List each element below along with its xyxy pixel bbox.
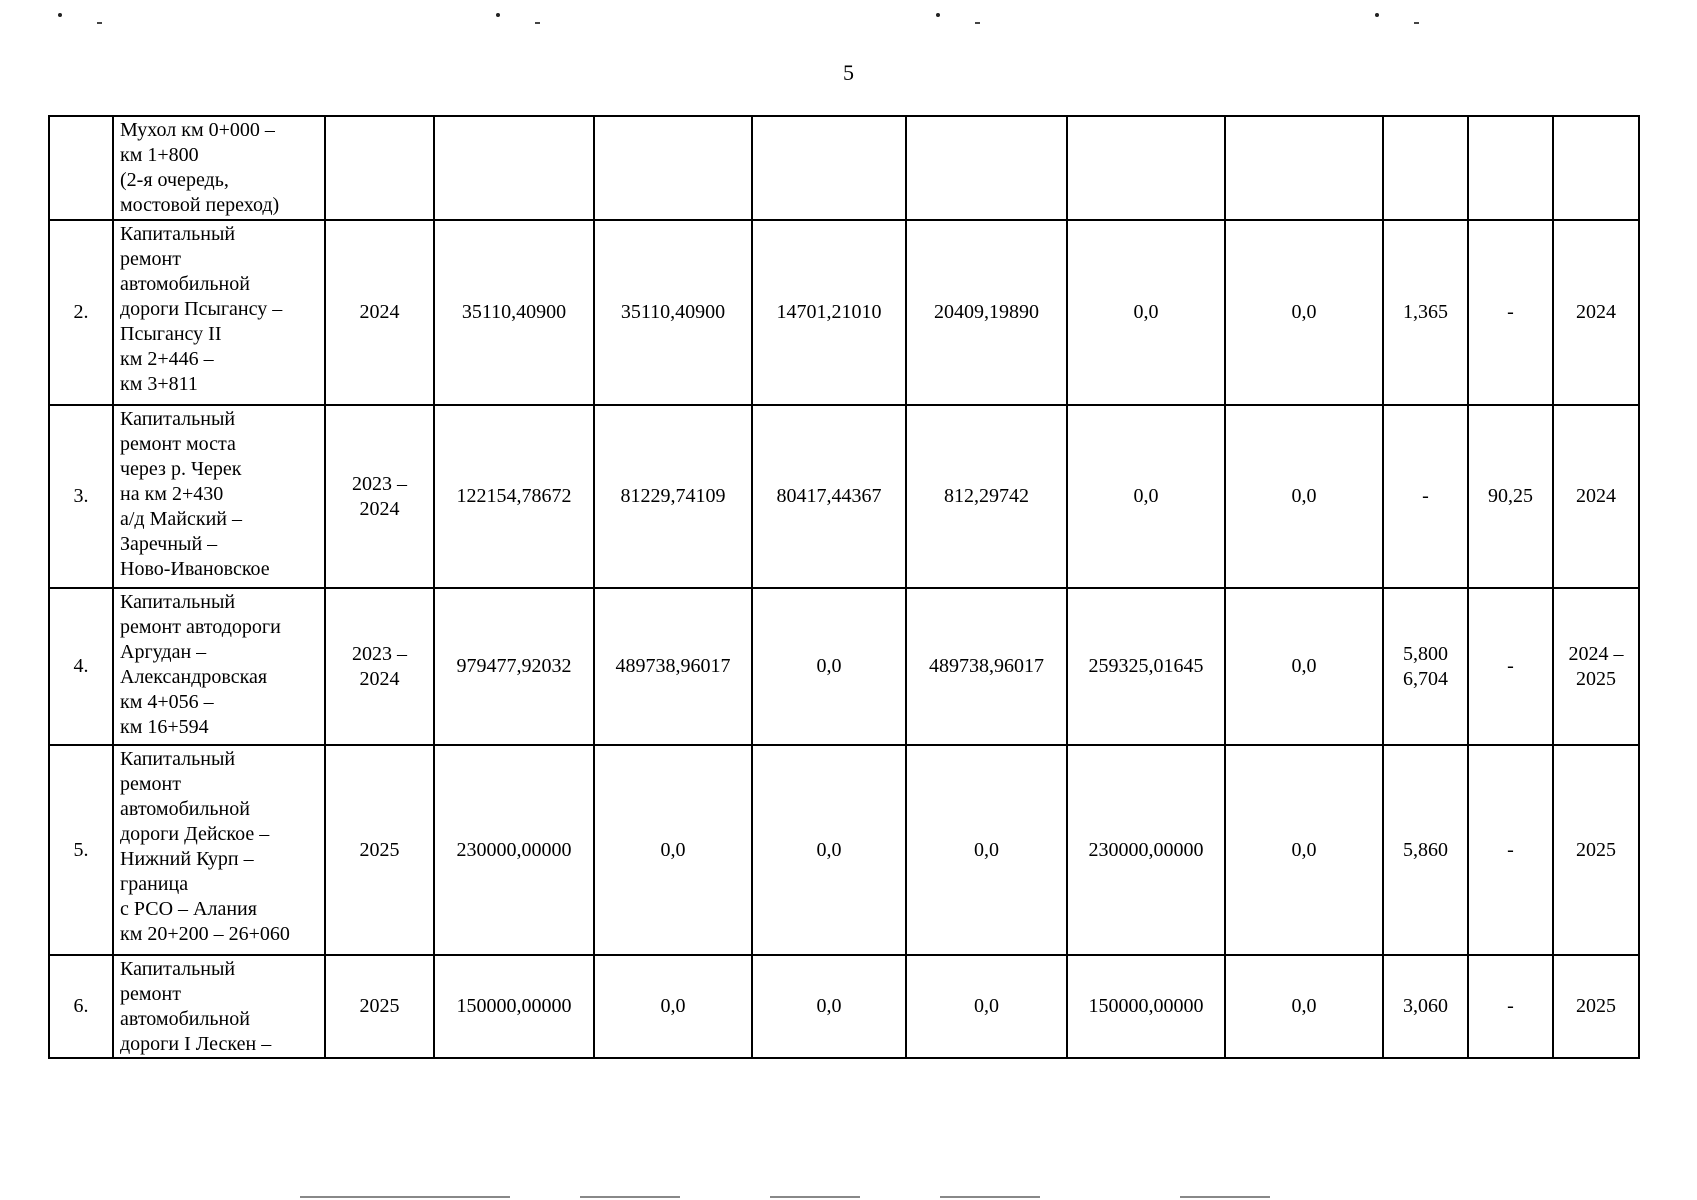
- value-cell: 3,060: [1383, 955, 1468, 1058]
- value-cell: 0,0: [752, 955, 906, 1058]
- value-cell: -: [1383, 405, 1468, 588]
- scan-mark: [936, 13, 940, 17]
- object-name-cell: Капитальный ремонт автомобильной дороги Псыгансу – Псыгансу II км 2+446 – км 3+811: [113, 220, 325, 405]
- scan-mark: [1375, 13, 1379, 17]
- scan-mark: [940, 1196, 1040, 1198]
- value-cell: -: [1468, 588, 1553, 745]
- scan-mark: [496, 13, 500, 17]
- table-body: [49, 116, 1639, 1058]
- row-number-cell: 6.: [49, 955, 113, 1058]
- value-cell: [906, 116, 1067, 220]
- value-cell: 1,365: [1383, 220, 1468, 405]
- value-cell: [1225, 116, 1383, 220]
- value-cell: 5,800 6,704: [1383, 588, 1468, 745]
- value-cell: [1067, 116, 1225, 220]
- value-cell: 0,0: [906, 745, 1067, 955]
- object-name-cell: Капитальный ремонт моста через р. Черек на км 2+430 а/д Майский – Заречный – Ново-Ивановское: [113, 405, 325, 588]
- value-cell: 0,0: [1067, 220, 1225, 405]
- value-cell: 2024: [1553, 220, 1639, 405]
- value-cell: 0,0: [594, 745, 752, 955]
- value-cell: 259325,01645: [1067, 588, 1225, 745]
- table-row: [49, 116, 1639, 220]
- value-cell: 2025: [1553, 745, 1639, 955]
- value-cell: 122154,78672: [434, 405, 594, 588]
- value-cell: 2025: [325, 745, 434, 955]
- value-cell: 35110,40900: [594, 220, 752, 405]
- value-cell: 2024: [325, 220, 434, 405]
- value-cell: 0,0: [1225, 220, 1383, 405]
- value-cell: [1553, 116, 1639, 220]
- value-cell: -: [1468, 745, 1553, 955]
- value-cell: 150000,00000: [1067, 955, 1225, 1058]
- object-name-cell: Капитальный ремонт автомобильной дороги Дейское – Нижний Курп – граница с РСО – Алания км 20+200 – 26+060: [113, 745, 325, 955]
- value-cell: 90,25: [1468, 405, 1553, 588]
- value-cell: 80417,44367: [752, 405, 906, 588]
- object-name-cell: Мухол км 0+000 – км 1+800 (2-я очередь, мостовой переход): [113, 116, 325, 220]
- value-cell: 81229,74109: [594, 405, 752, 588]
- value-cell: -: [1468, 220, 1553, 405]
- value-cell: 2025: [1553, 955, 1639, 1058]
- scan-mark: [535, 22, 540, 24]
- value-cell: 0,0: [594, 955, 752, 1058]
- table-row: [49, 220, 1639, 405]
- budget-table: [48, 115, 1640, 1059]
- value-cell: 5,860: [1383, 745, 1468, 955]
- value-cell: 2023 – 2024: [325, 405, 434, 588]
- scan-mark: [300, 1196, 510, 1198]
- value-cell: 0,0: [1225, 745, 1383, 955]
- value-cell: 20409,19890: [906, 220, 1067, 405]
- value-cell: -: [1468, 955, 1553, 1058]
- value-cell: 0,0: [906, 955, 1067, 1058]
- value-cell: 0,0: [1225, 955, 1383, 1058]
- value-cell: [325, 116, 434, 220]
- row-number-cell: [49, 116, 113, 220]
- scan-mark: [580, 1196, 680, 1198]
- value-cell: 0,0: [1067, 405, 1225, 588]
- row-number-cell: 4.: [49, 588, 113, 745]
- value-cell: 812,29742: [906, 405, 1067, 588]
- scan-mark: [58, 13, 62, 17]
- value-cell: 35110,40900: [434, 220, 594, 405]
- table-row: [49, 955, 1639, 1058]
- table-row: [49, 588, 1639, 745]
- value-cell: 979477,92032: [434, 588, 594, 745]
- value-cell: 230000,00000: [1067, 745, 1225, 955]
- value-cell: 2023 – 2024: [325, 588, 434, 745]
- scan-mark: [97, 22, 102, 24]
- object-name-cell: Капитальный ремонт автодороги Аргудан – Александровская км 4+056 – км 16+594: [113, 588, 325, 745]
- row-number-cell: 2.: [49, 220, 113, 405]
- row-number-cell: 3.: [49, 405, 113, 588]
- value-cell: 2024: [1553, 405, 1639, 588]
- table-row: [49, 405, 1639, 588]
- scan-mark: [1180, 1196, 1270, 1198]
- value-cell: 150000,00000: [434, 955, 594, 1058]
- object-name-cell: Капитальный ремонт автомобильной дороги I Лескен –: [113, 955, 325, 1058]
- value-cell: 0,0: [1225, 588, 1383, 745]
- value-cell: [434, 116, 594, 220]
- scan-mark: [975, 22, 980, 24]
- table-row: [49, 745, 1639, 955]
- scan-mark: [1414, 22, 1419, 24]
- page-number: 5: [843, 60, 854, 85]
- value-cell: 489738,96017: [906, 588, 1067, 745]
- row-number-cell: 5.: [49, 745, 113, 955]
- value-cell: 14701,21010: [752, 220, 906, 405]
- value-cell: 0,0: [752, 588, 906, 745]
- value-cell: [752, 116, 906, 220]
- value-cell: [1383, 116, 1468, 220]
- scan-mark: [770, 1196, 860, 1198]
- value-cell: [594, 116, 752, 220]
- value-cell: 2025: [325, 955, 434, 1058]
- value-cell: 230000,00000: [434, 745, 594, 955]
- value-cell: 2024 – 2025: [1553, 588, 1639, 745]
- value-cell: 489738,96017: [594, 588, 752, 745]
- value-cell: 0,0: [752, 745, 906, 955]
- value-cell: 0,0: [1225, 405, 1383, 588]
- value-cell: [1468, 116, 1553, 220]
